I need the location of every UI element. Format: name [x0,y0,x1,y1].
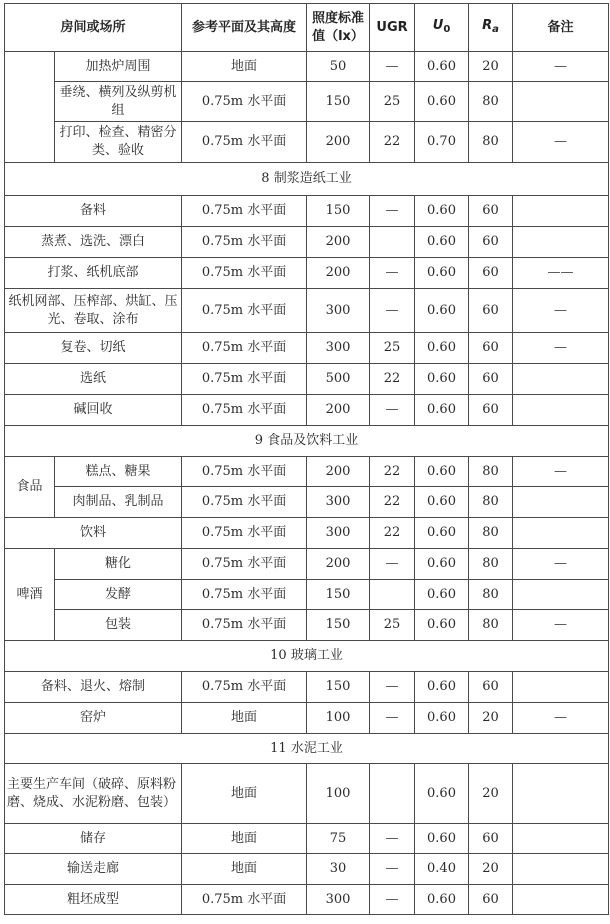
cell-ra: 60 [469,885,513,915]
cell-plane: 0.75m 水平面 [182,227,307,258]
table-row [5,580,609,610]
cell-lux: 200 [307,549,370,580]
cell-note: — [513,289,609,333]
cell-note [513,580,609,610]
cell-name: 饮料 [5,518,182,549]
cell-plane: 0.75m 水平面 [182,122,307,163]
cell-ra: 60 [469,196,513,227]
cell-ra: 80 [469,549,513,580]
section-row-food [5,426,609,457]
cell-u0: 0.60 [415,364,469,395]
cell-note [513,487,609,518]
cell-lux: 150 [307,580,370,610]
cell-name: 糖化 [55,549,182,580]
cell-note [513,364,609,395]
table-row [5,764,609,824]
cell-lux: 150 [307,196,370,227]
cell-lux: 300 [307,289,370,333]
cell-plane: 0.75m 水平面 [182,580,307,610]
header-row [5,4,609,52]
cell-lux: 100 [307,764,370,824]
cell-lux: 300 [307,487,370,518]
cell-note [513,672,609,703]
cell-lux: 50 [307,52,370,82]
table-row [5,364,609,395]
cell-ra: 60 [469,258,513,289]
cell-note [513,854,609,885]
cell-plane: 0.75m 水平面 [182,196,307,227]
cell-plane: 0.75m 水平面 [182,364,307,395]
cell-ugr: 25 [370,610,415,641]
cell-lux: 30 [307,854,370,885]
cell-u0: 0.60 [415,457,469,487]
cell-ra: 80 [469,487,513,518]
cell-plane: 地面 [182,764,307,824]
cell-lux: 200 [307,122,370,163]
table-row [5,885,609,915]
cell-lux: 200 [307,395,370,426]
cell-ra: 20 [469,764,513,824]
cell-ugr: 25 [370,333,415,364]
cell-ra: 60 [469,333,513,364]
cell-u0: 0.60 [415,487,469,518]
cell-ugr [370,580,415,610]
cell-ra: 20 [469,703,513,734]
cell-ugr: — [370,703,415,734]
table-row [5,52,609,82]
section-row-paper [5,163,609,196]
cell-plane: 0.75m 水平面 [182,333,307,364]
cell-ugr: 22 [370,457,415,487]
table-row [5,487,609,518]
cell-note: — [513,333,609,364]
cell-ugr: 22 [370,487,415,518]
col-header-ra [469,4,513,52]
cell-plane: 0.75m 水平面 [182,885,307,915]
cell-ra: 80 [469,82,513,122]
cell-name: 包装 [55,610,182,641]
cell-u0: 0.60 [415,333,469,364]
cell-plane: 0.75m 水平面 [182,395,307,426]
group-cell-empty [5,52,55,163]
cell-note [513,82,609,122]
cell-u0: 0.60 [415,196,469,227]
cell-plane: 地面 [182,824,307,854]
cell-lux: 200 [307,258,370,289]
cell-u0: 0.60 [415,518,469,549]
section-title: 10 玻璃工业 [5,641,609,672]
cell-ra: 80 [469,580,513,610]
cell-ra: 20 [469,854,513,885]
table-row [5,672,609,703]
cell-name: 复卷、切纸 [5,333,182,364]
cell-plane: 地面 [182,854,307,885]
cell-ra: 60 [469,289,513,333]
cell-u0: 0.60 [415,703,469,734]
cell-ra: 60 [469,227,513,258]
section-row-glass [5,641,609,672]
table-row [5,258,609,289]
group-cell-food: 食品 [5,457,55,518]
table-row [5,333,609,364]
cell-note [513,227,609,258]
cell-note: —— [513,258,609,289]
col-header-lux: 照度标准值（lx） [307,4,370,52]
ra-subscript: a [492,23,499,35]
group-cell-beer: 啤酒 [5,549,55,641]
table-row [5,518,609,549]
table-row [5,82,609,122]
cell-ugr: 22 [370,518,415,549]
cell-note [513,885,609,915]
cell-note: — [513,122,609,163]
cell-ra: 80 [469,457,513,487]
cell-ugr: — [370,885,415,915]
u0-subscript: 0 [443,23,451,35]
cell-name: 糕点、糖果 [55,457,182,487]
cell-name: 发酵 [55,580,182,610]
cell-lux: 100 [307,703,370,734]
table-row [5,289,609,333]
section-title: 9 食品及饮料工业 [5,426,609,457]
col-header-plane: 参考平面及其高度 [182,4,307,52]
cell-note: — [513,610,609,641]
cell-u0: 0.60 [415,289,469,333]
cell-lux: 150 [307,610,370,641]
cell-note [513,764,609,824]
cell-name: 碱回收 [5,395,182,426]
cell-plane: 0.75m 水平面 [182,289,307,333]
cell-ugr: 25 [370,82,415,122]
cell-name: 纸机网部、压榨部、烘缸、压光、卷取、涂布 [5,289,182,333]
cell-note: — [513,52,609,82]
cell-note [513,824,609,854]
cell-plane: 地面 [182,52,307,82]
cell-u0: 0.60 [415,227,469,258]
cell-name: 储存 [5,824,182,854]
table-row [5,610,609,641]
cell-ugr: — [370,824,415,854]
col-header-ugr: UGR [370,4,415,52]
section-title: 11 水泥工业 [5,734,609,764]
cell-u0: 0.60 [415,395,469,426]
cell-ugr: — [370,854,415,885]
cell-note [513,395,609,426]
cell-plane: 0.75m 水平面 [182,457,307,487]
cell-name: 肉制品、乳制品 [55,487,182,518]
cell-u0: 0.60 [415,764,469,824]
cell-name: 选纸 [5,364,182,395]
table-row [5,227,609,258]
table-row [5,122,609,163]
cell-plane: 地面 [182,703,307,734]
cell-plane: 0.75m 水平面 [182,518,307,549]
cell-lux: 300 [307,518,370,549]
cell-ra: 60 [469,824,513,854]
cell-ugr: — [370,258,415,289]
cell-ra: 60 [469,395,513,426]
cell-plane: 0.75m 水平面 [182,487,307,518]
cell-name: 备料、退火、熔制 [5,672,182,703]
ra-symbol: R [482,17,493,33]
cell-u0: 0.60 [415,258,469,289]
cell-lux: 300 [307,885,370,915]
u0-symbol: U [432,17,444,33]
table-row [5,395,609,426]
cell-ra: 60 [469,672,513,703]
cell-lux: 300 [307,333,370,364]
cell-u0: 0.60 [415,549,469,580]
cell-u0: 0.60 [415,82,469,122]
col-header-u0 [415,4,469,52]
cell-name: 输送走廊 [5,854,182,885]
cell-u0: 0.60 [415,824,469,854]
cell-ugr: 22 [370,364,415,395]
cell-u0: 0.40 [415,854,469,885]
cell-ugr: — [370,289,415,333]
cell-ugr: — [370,52,415,82]
cell-name: 加热炉周围 [55,52,182,82]
cell-ugr: — [370,395,415,426]
cell-lux: 200 [307,457,370,487]
cell-plane: 0.75m 水平面 [182,549,307,580]
cell-ra: 80 [469,518,513,549]
cell-u0: 0.60 [415,610,469,641]
cell-name: 打浆、纸机底部 [5,258,182,289]
cell-lux: 150 [307,82,370,122]
cell-ra: 80 [469,122,513,163]
cell-u0: 0.60 [415,580,469,610]
cell-name: 窑炉 [5,703,182,734]
cell-u0: 0.60 [415,52,469,82]
cell-note: — [513,457,609,487]
cell-name: 粗坯成型 [5,885,182,915]
cell-ra: 60 [469,364,513,395]
cell-name: 备料 [5,196,182,227]
cell-note: — [513,703,609,734]
cell-ra: 20 [469,52,513,82]
cell-u0: 0.60 [415,672,469,703]
cell-note [513,196,609,227]
cell-plane: 0.75m 水平面 [182,82,307,122]
cell-name: 打印、检查、精密分类、验收 [55,122,182,163]
cell-ugr [370,227,415,258]
cell-lux: 500 [307,364,370,395]
cell-name: 垂绕、横列及纵剪机组 [55,82,182,122]
cell-name: 主要生产车间（破碎、原料粉磨、烧成、水泥粉磨、包装） [5,764,182,824]
cell-ugr [370,764,415,824]
cell-lux: 150 [307,672,370,703]
cell-ugr: — [370,549,415,580]
cell-plane: 0.75m 水平面 [182,258,307,289]
cell-u0: 0.70 [415,122,469,163]
illuminance-standard-table [4,3,609,915]
cell-ra: 80 [469,610,513,641]
cell-plane: 0.75m 水平面 [182,610,307,641]
table-row [5,854,609,885]
col-header-room: 房间或场所 [5,4,182,52]
cell-ugr: 22 [370,122,415,163]
section-row-cement [5,734,609,764]
section-title: 8 制浆造纸工业 [5,163,609,196]
table-row [5,196,609,227]
cell-plane: 0.75m 水平面 [182,672,307,703]
cell-ugr: — [370,196,415,227]
table-row [5,703,609,734]
cell-u0: 0.60 [415,885,469,915]
cell-ugr: — [370,672,415,703]
cell-name: 蒸煮、选洗、漂白 [5,227,182,258]
table-row [5,457,609,487]
cell-lux: 75 [307,824,370,854]
cell-note: — [513,549,609,580]
col-header-note: 备注 [513,4,609,52]
cell-lux: 200 [307,227,370,258]
table-row [5,824,609,854]
table-row [5,549,609,580]
cell-note [513,518,609,549]
